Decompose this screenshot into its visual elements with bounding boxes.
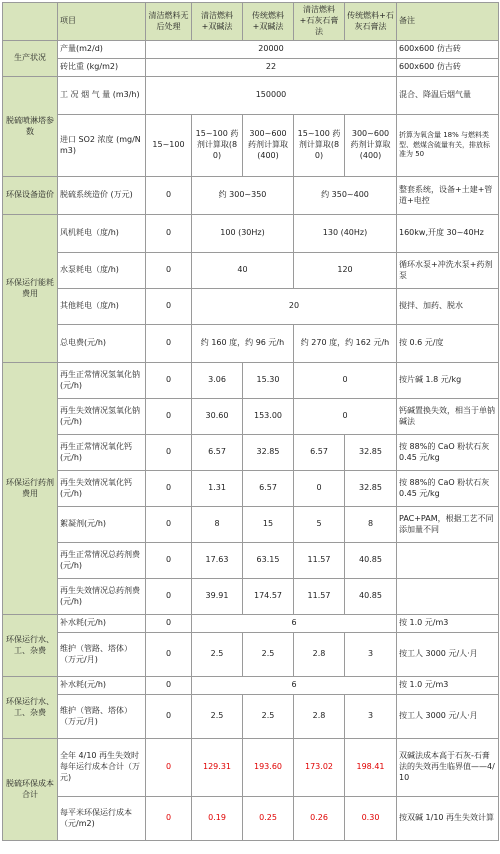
row-remark: 双碱法成本高于石灰-石膏法的失效再生临界值——4/10 (397, 739, 499, 797)
cell-value: 2.8 (294, 633, 345, 677)
cell-value: 32.85 (345, 435, 397, 471)
cell-value: 15~100 药剂计算取(80) (192, 115, 243, 177)
cell-value: 0 (146, 615, 192, 633)
row-remark: 按 1.0 元/m3 (397, 615, 499, 633)
header-col-2: 清洁燃料+双碱法 (192, 3, 243, 41)
cell-value: 1.31 (192, 471, 243, 507)
table-row (3, 325, 499, 363)
category-tower: 脱硫喷淋塔参数 (3, 77, 58, 177)
table-row (3, 77, 499, 115)
cell-value: 15~100 药剂计算取(80) (294, 115, 345, 177)
table-row (3, 59, 499, 77)
row-item: 补水耗(元/h) (58, 677, 146, 695)
category-water-labor-2: 环保运行水、工、杂费 (3, 677, 58, 739)
cell-value: 6.57 (192, 435, 243, 471)
row-item: 进口 SO2 浓度 (mg/Nm3) (58, 115, 146, 177)
category-total-cost: 脱硫环保成本合计 (3, 739, 58, 841)
row-remark: 按片碱 1.8 元/kg (397, 363, 499, 399)
cell-value: 0 (146, 289, 192, 325)
row-remark: 整套系统，设备+土建+管道+电控 (397, 177, 499, 215)
table-row (3, 253, 499, 289)
table-row (3, 633, 499, 677)
header-col-5: 传统燃料+石灰石膏法 (345, 3, 397, 41)
row-remark: 按 88%的 CaO 粉状石灰 0.45 元/kg (397, 435, 499, 471)
row-item: 水泵耗电（度/h) (58, 253, 146, 289)
cell-value: 20000 (146, 41, 397, 59)
category-equipment: 环保设备造价 (3, 177, 58, 215)
category-water-labor-1: 环保运行水、工、杂费 (3, 615, 58, 677)
cell-value: 0 (146, 471, 192, 507)
header-remark: 备注 (397, 3, 499, 41)
table-row (3, 41, 499, 59)
row-remark: 按 1.0 元/m3 (397, 677, 499, 695)
cell-value: 129.31 (192, 739, 243, 797)
table-row (3, 399, 499, 435)
table-row (3, 215, 499, 253)
row-item: 再生正常情况氢氧化钠(元/h) (58, 363, 146, 399)
cell-value: 300~600 药剂计算取(400) (345, 115, 397, 177)
cell-value: 5 (294, 507, 345, 543)
table-row (3, 471, 499, 507)
row-item: 总电费(元/h) (58, 325, 146, 363)
row-remark (397, 579, 499, 615)
cell-value: 约 160 度，约 96 元/h (192, 325, 294, 363)
cell-value: 173.02 (294, 739, 345, 797)
cell-value: 0 (146, 435, 192, 471)
row-remark: 600x600 仿古砖 (397, 59, 499, 77)
row-item: 每平米环保运行成本（元/m2) (58, 797, 146, 841)
row-item: 絮凝剂(元/h) (58, 507, 146, 543)
cell-value: 11.57 (294, 579, 345, 615)
cell-value: 6 (192, 615, 397, 633)
row-item: 维护（管路、塔体）（万元/月) (58, 695, 146, 739)
cell-value: 0 (146, 543, 192, 579)
cell-value: 0 (146, 253, 192, 289)
cell-value: 20 (192, 289, 397, 325)
cell-value: 0 (146, 325, 192, 363)
cell-value: 32.85 (243, 435, 294, 471)
cell-value: 约 350~400 (294, 177, 397, 215)
row-remark: 按 88%的 CaO 粉状石灰 0.45 元/kg (397, 471, 499, 507)
cell-value: 2.8 (294, 695, 345, 739)
cell-value: 0 (146, 507, 192, 543)
category-production: 生产状况 (3, 41, 58, 77)
row-item: 砖比重 (kg/m2) (58, 59, 146, 77)
cell-value: 0 (146, 579, 192, 615)
row-item: 再生失效情况氢氧化钠(元/h) (58, 399, 146, 435)
row-item: 再生正常情况总药剂费(元/h) (58, 543, 146, 579)
row-item: 其他耗电（度/h) (58, 289, 146, 325)
header-col-1: 清洁燃料无后处理 (146, 3, 192, 41)
cell-value: 6 (192, 677, 397, 695)
cell-value: 193.60 (243, 739, 294, 797)
cell-value: 150000 (146, 77, 397, 115)
cell-value: 11.57 (294, 543, 345, 579)
cell-value: 0 (146, 363, 192, 399)
cell-value: 3 (345, 633, 397, 677)
row-item: 工 况 烟 气 量 (m3/h) (58, 77, 146, 115)
row-remark: 按工人 3000 元/人·月 (397, 633, 499, 677)
desulfurization-cost-table (2, 2, 499, 841)
row-item: 补水耗(元/h) (58, 615, 146, 633)
row-item: 产量(m2/d) (58, 41, 146, 59)
cell-value: 30.60 (192, 399, 243, 435)
table-row (3, 177, 499, 215)
header-item: 项目 (58, 3, 146, 41)
table-row (3, 695, 499, 739)
cell-value: 300~600 药剂计算取(400) (243, 115, 294, 177)
table-row (3, 739, 499, 797)
row-item: 维护（管路、塔体）（万元/月) (58, 633, 146, 677)
table-row (3, 435, 499, 471)
header-col-3: 传统燃料+双碱法 (243, 3, 294, 41)
cell-value: 0.26 (294, 797, 345, 841)
table-row (3, 115, 499, 177)
cell-value: 39.91 (192, 579, 243, 615)
cell-value: 8 (192, 507, 243, 543)
cell-value: 约 300~350 (192, 177, 294, 215)
cell-value: 0.19 (192, 797, 243, 841)
row-item: 再生失效情况总药剂费(元/h) (58, 579, 146, 615)
cell-value: 63.15 (243, 543, 294, 579)
cell-value: 3 (345, 695, 397, 739)
row-remark: 按双碱 1/10 再生失效计算 (397, 797, 499, 841)
cell-value: 2.5 (192, 695, 243, 739)
row-remark (397, 543, 499, 579)
header-blank (3, 3, 58, 41)
cell-value: 0 (146, 177, 192, 215)
cell-value: 0 (294, 363, 397, 399)
cell-value: 0 (146, 215, 192, 253)
cell-value: 0 (146, 633, 192, 677)
row-remark: 钙碱置换失效，相当于单钠碱法 (397, 399, 499, 435)
cell-value: 3.06 (192, 363, 243, 399)
cell-value: 40 (192, 253, 294, 289)
table-row (3, 797, 499, 841)
table-row (3, 615, 499, 633)
cell-value: 120 (294, 253, 397, 289)
cell-value: 17.63 (192, 543, 243, 579)
table-row (3, 363, 499, 399)
cell-value: 0 (146, 739, 192, 797)
row-item: 风机耗电（度/h) (58, 215, 146, 253)
cell-value: 15.30 (243, 363, 294, 399)
cell-value: 0 (146, 677, 192, 695)
cell-value: 0 (294, 399, 397, 435)
row-item: 再生正常情况氧化钙(元/h) (58, 435, 146, 471)
cell-value: 0 (294, 471, 345, 507)
table-row (3, 543, 499, 579)
row-remark: 按 0.6 元/度 (397, 325, 499, 363)
row-item: 脱硫系统造价 (万元) (58, 177, 146, 215)
row-remark: 搅拌、加药、脱水 (397, 289, 499, 325)
cell-value: 40.85 (345, 543, 397, 579)
cell-value: 15 (243, 507, 294, 543)
cell-value: 100 (30Hz) (192, 215, 294, 253)
cell-value: 约 270 度，约 162 元/h (294, 325, 397, 363)
cell-value: 0.30 (345, 797, 397, 841)
cell-value: 0 (146, 399, 192, 435)
cell-value: 6.57 (243, 471, 294, 507)
header-col-4: 清洁燃料+石灰石膏法 (294, 3, 345, 41)
cell-value: 174.57 (243, 579, 294, 615)
cell-value: 2.5 (243, 633, 294, 677)
cell-value: 198.41 (345, 739, 397, 797)
row-remark: 循环水泵+冲洗水泵+药剂泵 (397, 253, 499, 289)
category-energy: 环保运行能耗费用 (3, 215, 58, 363)
cell-value: 0 (146, 797, 192, 841)
cell-value: 153.00 (243, 399, 294, 435)
cell-value: 6.57 (294, 435, 345, 471)
cell-value: 0 (146, 695, 192, 739)
row-item: 全年 4/10 再生失效时每年运行成本合计（万元) (58, 739, 146, 797)
table-row (3, 677, 499, 695)
category-chemicals: 环保运行药剂费用 (3, 363, 58, 615)
cell-value: 15~100 (146, 115, 192, 177)
cell-value: 2.5 (192, 633, 243, 677)
cell-value: 2.5 (243, 695, 294, 739)
table-row (3, 289, 499, 325)
header-row (3, 3, 499, 41)
cell-value: 22 (146, 59, 397, 77)
row-remark: 按工人 3000 元/人·月 (397, 695, 499, 739)
cell-value: 0.25 (243, 797, 294, 841)
table-row (3, 507, 499, 543)
cell-value: 8 (345, 507, 397, 543)
row-remark: PAC+PAM，根据工艺不同添加量不同 (397, 507, 499, 543)
cell-value: 130 (40Hz) (294, 215, 397, 253)
row-remark: 混合、降温后烟气量 (397, 77, 499, 115)
row-remark: 160kw,开度 30~40Hz (397, 215, 499, 253)
row-item: 再生失效情况氧化钙(元/h) (58, 471, 146, 507)
cell-value: 32.85 (345, 471, 397, 507)
table-row (3, 579, 499, 615)
row-remark: 600x600 仿古砖 (397, 41, 499, 59)
row-remark: 折算为氧含量 18% 与燃料类型、燃煤含硫量有关，排放标准为 50 (397, 115, 499, 177)
cell-value: 40.85 (345, 579, 397, 615)
